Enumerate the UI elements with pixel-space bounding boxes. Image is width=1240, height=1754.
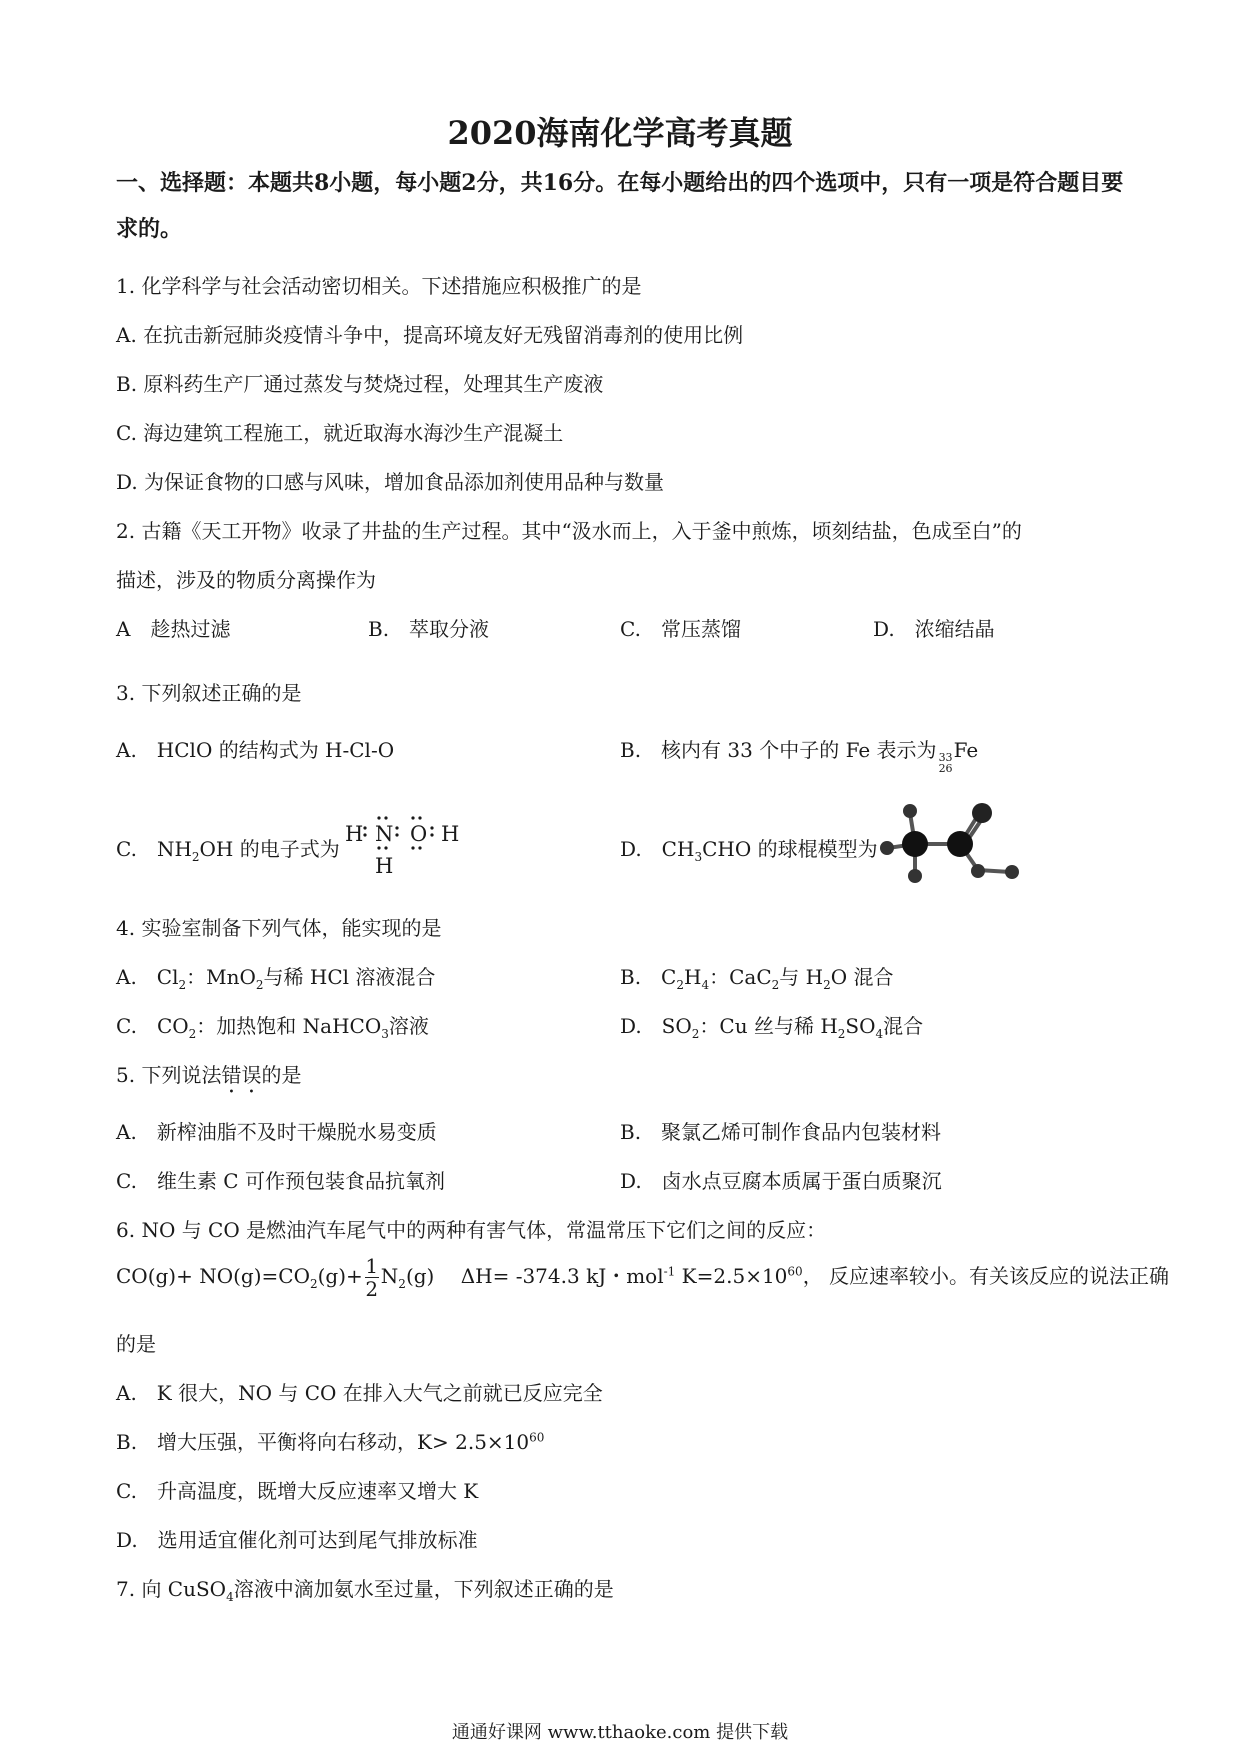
question-6-option-c: C. 升高温度，既增大反应速率又增大 K	[116, 1479, 479, 1503]
question-4-stem: 4. 实验室制备下列气体，能实现的是	[116, 916, 442, 940]
lewis-structure-nh2oh	[345, 815, 460, 878]
question-4-option-b: B. $C_2H_4$：CaC$_2$与 $H_2O$ 混合	[620, 965, 894, 992]
question-2-option-b: B. 萃取分液	[368, 617, 490, 641]
fraction-one-half: $\frac{1}{2}$	[365, 1254, 379, 1301]
question-6-equation: $CO(g)+ NO(g)=CO_2(g)+$ $\frac{1}{2}$ $N_2(g)$ ΔH= -374.3 kJ・mol$^{-1}$ $K=2.5\times 10^{60}$， 反应速率较小。有关该反应的说法正确	[116, 1254, 1170, 1301]
question-1-stem: 1. 化学科学与社会活动密切相关。下述措施应积极推广的是	[116, 274, 642, 298]
question-4-option-c: C. $CO_2$：加热饱和 NaHCO$_3$溶液	[116, 1014, 429, 1041]
question-5-option-c: C. 维生素 C 可作预包装食品抗氧剂	[116, 1169, 445, 1193]
question-5-option-b: B. 聚氯乙烯可制作食品内包装材料	[620, 1120, 942, 1144]
question-5-stem: 5. 下列说法错误的是	[116, 1063, 302, 1087]
svg-text:H: H	[345, 822, 364, 846]
question-1-option-a: A. 在抗击新冠肺炎疫情斗争中，提高环境友好无残留消毒剂的使用比例	[116, 323, 744, 347]
question-1-option-c: C. 海边建筑工程施工，就近取海水海沙生产混凝土	[116, 421, 564, 445]
question-2-stem-cont: 描述，涉及的物质分离操作为	[116, 568, 376, 592]
question-4-option-d: D. $SO_2$：Cu 丝与稀 $H_2SO_4$混合	[620, 1014, 924, 1041]
svg-text:N: N	[375, 822, 394, 846]
question-2-option-c: C. 常压蒸馏	[620, 617, 741, 641]
question-6-stem-end: 的是	[116, 1332, 156, 1356]
svg-text:H: H	[441, 822, 460, 846]
question-5-option-d: D. 卤水点豆腐本质属于蛋白质聚沉	[620, 1169, 942, 1193]
emphasized-word: 错误	[221, 1063, 262, 1087]
question-3-option-a: A. HClO 的结构式为 H-Cl-O	[116, 738, 395, 762]
question-3-option-b: B. 核内有 33 个中子的 Fe 表示为 33 26 Fe	[620, 738, 979, 775]
question-6-option-b: B. 增大压强，平衡将向右移动，$K> 2.5\times 10^{60}$	[116, 1430, 545, 1454]
svg-text:O: O	[410, 822, 428, 846]
question-3-option-d: D. $CH_3CHO$ 的球棍模型为	[620, 837, 878, 864]
question-7-stem: 7. 向 CuSO$_4$溶液中滴加氨水至过量，下列叙述正确的是	[116, 1577, 614, 1604]
question-4-option-a: A. $Cl_2$：MnO$_2$与稀 HCl 溶液混合	[116, 965, 436, 992]
question-5-option-a: A. 新榨油脂不及时干燥脱水易变质	[116, 1120, 437, 1144]
question-3-stem: 3. 下列叙述正确的是	[116, 681, 302, 705]
question-2-option-d: D. 浓缩结晶	[873, 617, 995, 641]
question-3-option-c: C. $NH_2OH$ 的电子式为	[116, 837, 340, 864]
question-6-option-d: D. 选用适宜催化剂可达到尾气排放标准	[116, 1528, 478, 1552]
ball-and-stick-model-ch3cho	[880, 798, 1030, 883]
question-2-stem: 2. 古籍《天工开物》收录了井盐的生产过程。其中“汲水而上，入于釜中煎炼，顷刻结盐，色成至白”的	[116, 519, 1022, 543]
question-6-option-a: A. K 很大，NO 与 CO 在排入大气之前就已反应完全	[116, 1381, 603, 1405]
question-2-option-a: A 趁热过滤	[116, 617, 231, 641]
page-title: 2020海南化学高考真题	[447, 114, 793, 152]
question-6-stem: 6. NO 与 CO 是燃油汽车尾气中的两种有害气体，常温常压下它们之间的反应：	[116, 1218, 827, 1242]
question-1-option-d: D. 为保证食物的口感与风味，增加食品添加剂使用品种与数量	[116, 470, 665, 494]
section-heading: 一、选择题：本题共8小题，每小题2分，共16分。在每小题给出的四个选项中，只有一项是符合题目要求的。	[116, 170, 1124, 242]
svg-text:H: H	[375, 854, 394, 878]
isotope-notation: 33 26	[938, 751, 953, 775]
footer-credit: 通通好课网 www.tthaoke.com 提供下载	[451, 1722, 789, 1743]
question-1-option-b: B. 原料药生产厂通过蒸发与焚烧过程，处理其生产废液	[116, 372, 604, 396]
